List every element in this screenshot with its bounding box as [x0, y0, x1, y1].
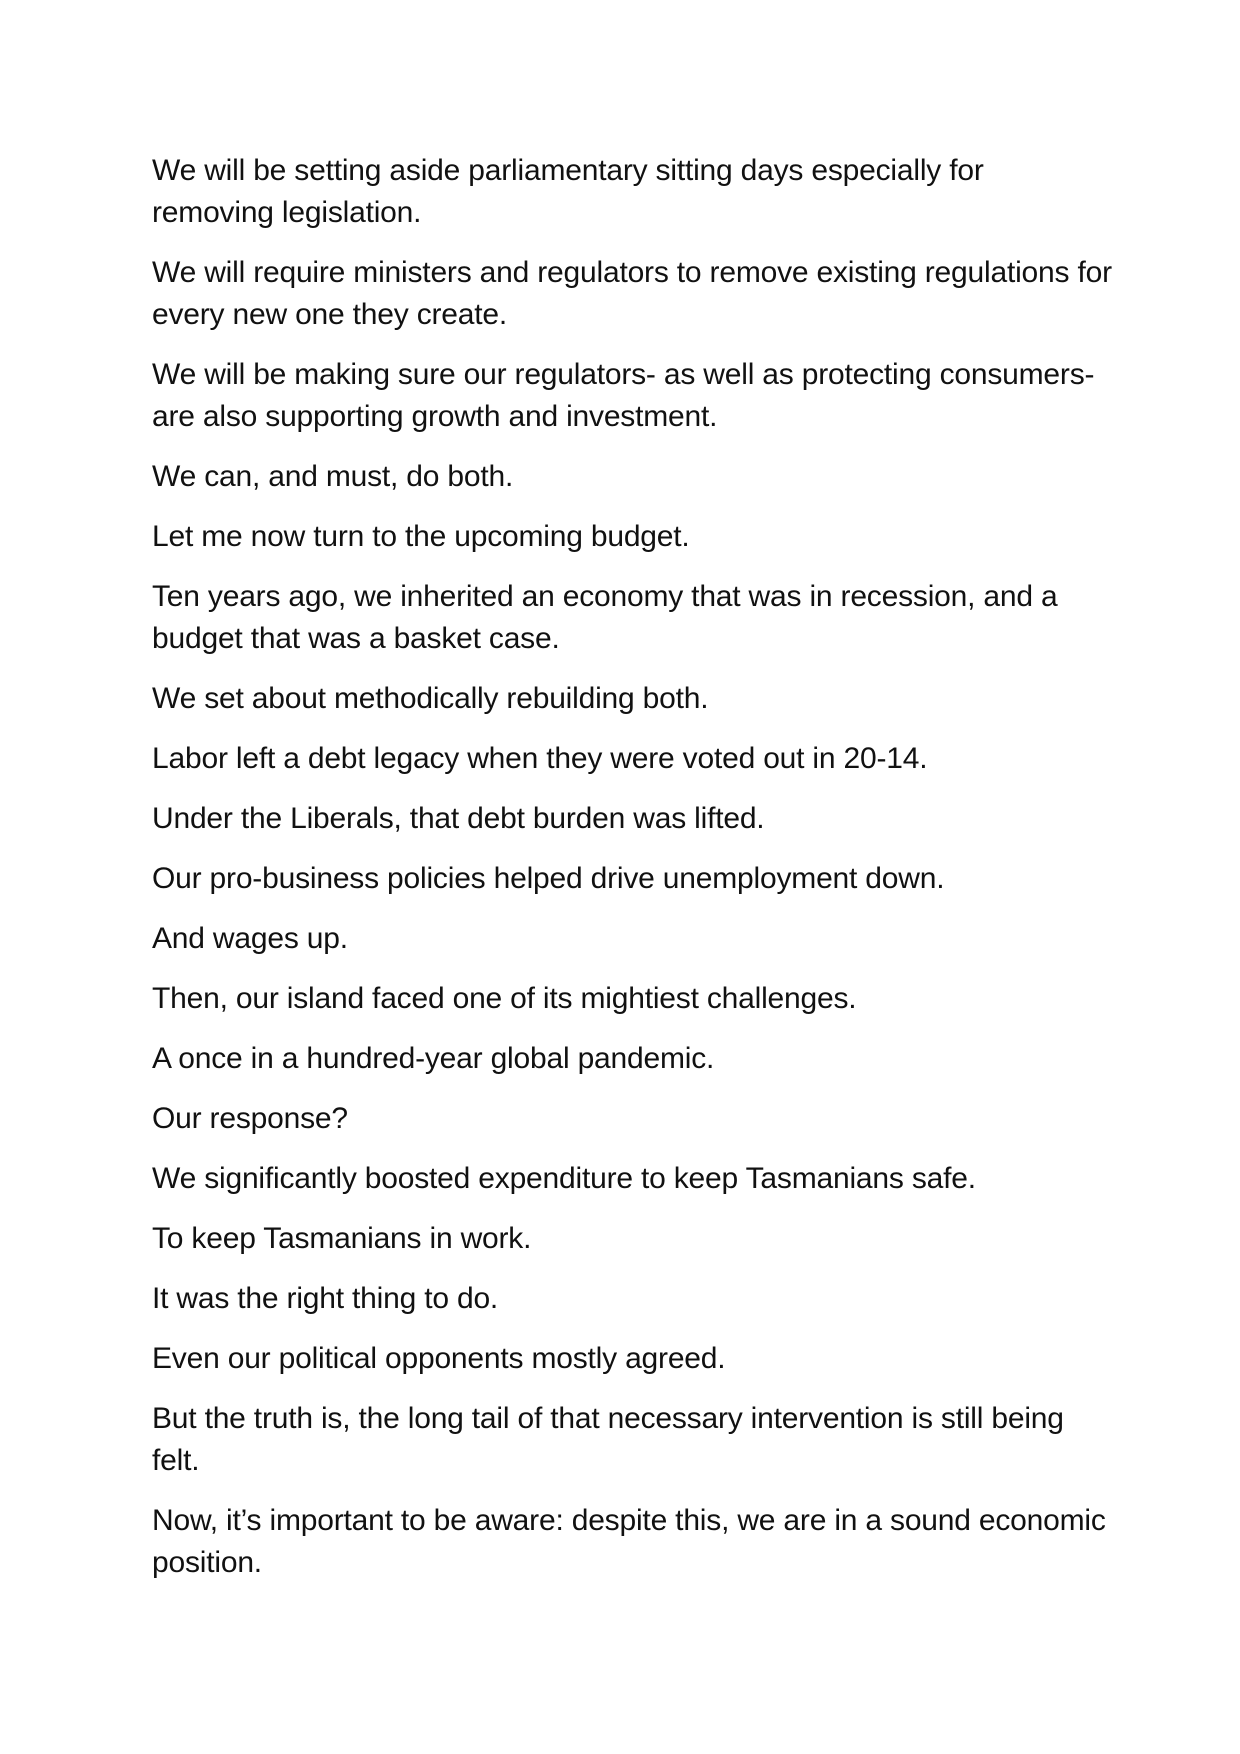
paragraph: It was the right thing to do.: [152, 1282, 499, 1315]
paragraph: Under the Liberals, that debt burden was lifted.: [152, 802, 765, 835]
paragraph: We significantly boosted expenditure to keep Tasmanians safe.: [152, 1162, 976, 1195]
paragraph: Ten years ago, we inherited an economy that was in recession, and a budget that was a basket case.: [152, 580, 1058, 655]
paragraph: Then, our island faced one of its mightiest challenges.: [152, 982, 857, 1015]
speech-body: [152, 150, 1112, 1602]
paragraph: A once in a hundred-year global pandemic.: [152, 1042, 715, 1075]
paragraph: Let me now turn to the upcoming budget.: [152, 520, 690, 553]
paragraph: Our response?: [152, 1102, 348, 1135]
paragraph: But the truth is, the long tail of that necessary intervention is still being felt.: [152, 1402, 1064, 1477]
paragraph: We will be making sure our regulators- as well as protecting consumers- are also supporting growth and investment.: [152, 358, 1095, 433]
paragraph: We can, and must, do both.: [152, 460, 514, 493]
paragraph: We will be setting aside parliamentary sitting days especially for removing legislation.: [152, 154, 984, 229]
paragraph: Now, it’s important to be aware: despite this, we are in a sound economic position.: [152, 1504, 1106, 1579]
paragraph: And wages up.: [152, 922, 348, 955]
paragraph: We set about methodically rebuilding both.: [152, 682, 709, 715]
paragraph: Labor left a debt legacy when they were voted out in 20-14.: [152, 742, 928, 775]
paragraph: To keep Tasmanians in work.: [152, 1222, 532, 1255]
paragraph: Even our political opponents mostly agreed.: [152, 1342, 726, 1375]
paragraph: We will require ministers and regulators to remove existing regulations for every new one they create.: [152, 256, 1112, 331]
paragraph: Our pro-business policies helped drive unemployment down.: [152, 862, 945, 895]
